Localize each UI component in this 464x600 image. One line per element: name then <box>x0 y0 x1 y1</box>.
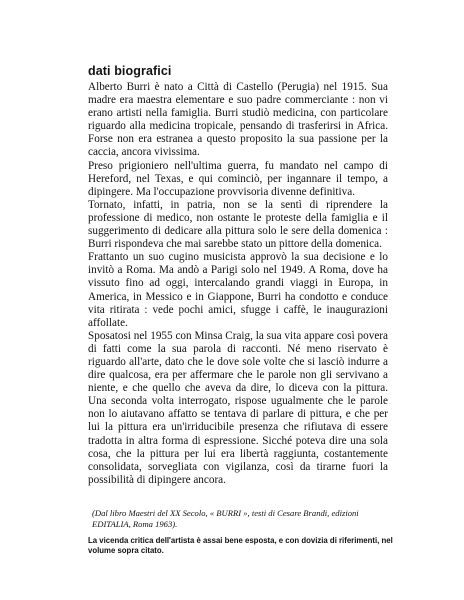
paragraph-birth: Alberto Burri è nato a Città di Castello (Perugia) nel 1915. Sua madre era maestra elementare e suo padre commerciante : non vi erano artisti nella famiglia. Burri studiò medicina, con particolare riguardo alla medicina tropicale, pensando di trasferirsi in Africa. Forse non era estranea a questo proposito la sua passione per la caccia, ancora vivissima. <box>88 81 388 159</box>
biography-body <box>88 81 388 487</box>
paragraph-return: Tornato, infatti, in patria, non se la sentì di riprendere la professione di medico, non ostante le proteste della famiglia e il suggerimento di dedicare alla pittura solo le sere della domenica : Burri rispondeva che mai sarebbe stato un pittore della domenica. <box>88 198 388 251</box>
source-citation: (Dal libro Maestri del XX Secolo, « BURRI », testi di Cesare Brandi, edizioni EDITALIA, Roma 1963). <box>92 508 359 529</box>
paragraph-rome: Frattanto un suo cugino musicista approvò la sua decisione e lo invitò a Roma. Ma andò a Parigi solo nel 1949. A Roma, dove ha vissuto fino ad oggi, intercalando grandi viaggi in Europa, in America, in Messico e in Giappone, Burri ha condotto e conduce vita ritirata : vede pochi amici, sfugge i caffè, le inaugurazioni affollate. <box>88 251 388 329</box>
section-heading: dati biografici <box>88 64 172 78</box>
paragraph-marriage: Sposatosi nel 1955 con Minsa Craig, la sua vita appare così povera di fatti come la sua parola di racconti. Né meno riservato è riguardo all'arte, dato che le dove sole volte che si lasciò indurre a dire qualcosa, era per affermare che le parole non gli servivano a niente, e che quello che aveva da dire, lo diceva con la pittura. Una seconda volta interrogato, rispose ugualmente che le parole non lo aiutavano affatto se tentava di parlare di pittura, e che per lui la pittura era un'irriducibile presenza che rifiutava di essere tradotta in altra forma di espressione. Sicché poteva dire una sola cosa, che la pittura per lui era libertà raggiunta, costantemente consolidata, sorvegliata con vigilanza, così da tirarne fuori la possibilità di dipingere ancora. <box>88 329 388 486</box>
footnote: La vicenda critica dell'artista è assai bene esposta, e con dovizia di riferimenti, nel volume sopra citato. <box>88 536 393 556</box>
paragraph-prisoner: Preso prigioniero nell'ultima guerra, fu mandato nel campo di Hereford, nel Texas, e qui cominciò, per ingannare il tempo, a dipingere. Ma l'occupazione provvisoria divenne definitiva. <box>88 159 388 198</box>
